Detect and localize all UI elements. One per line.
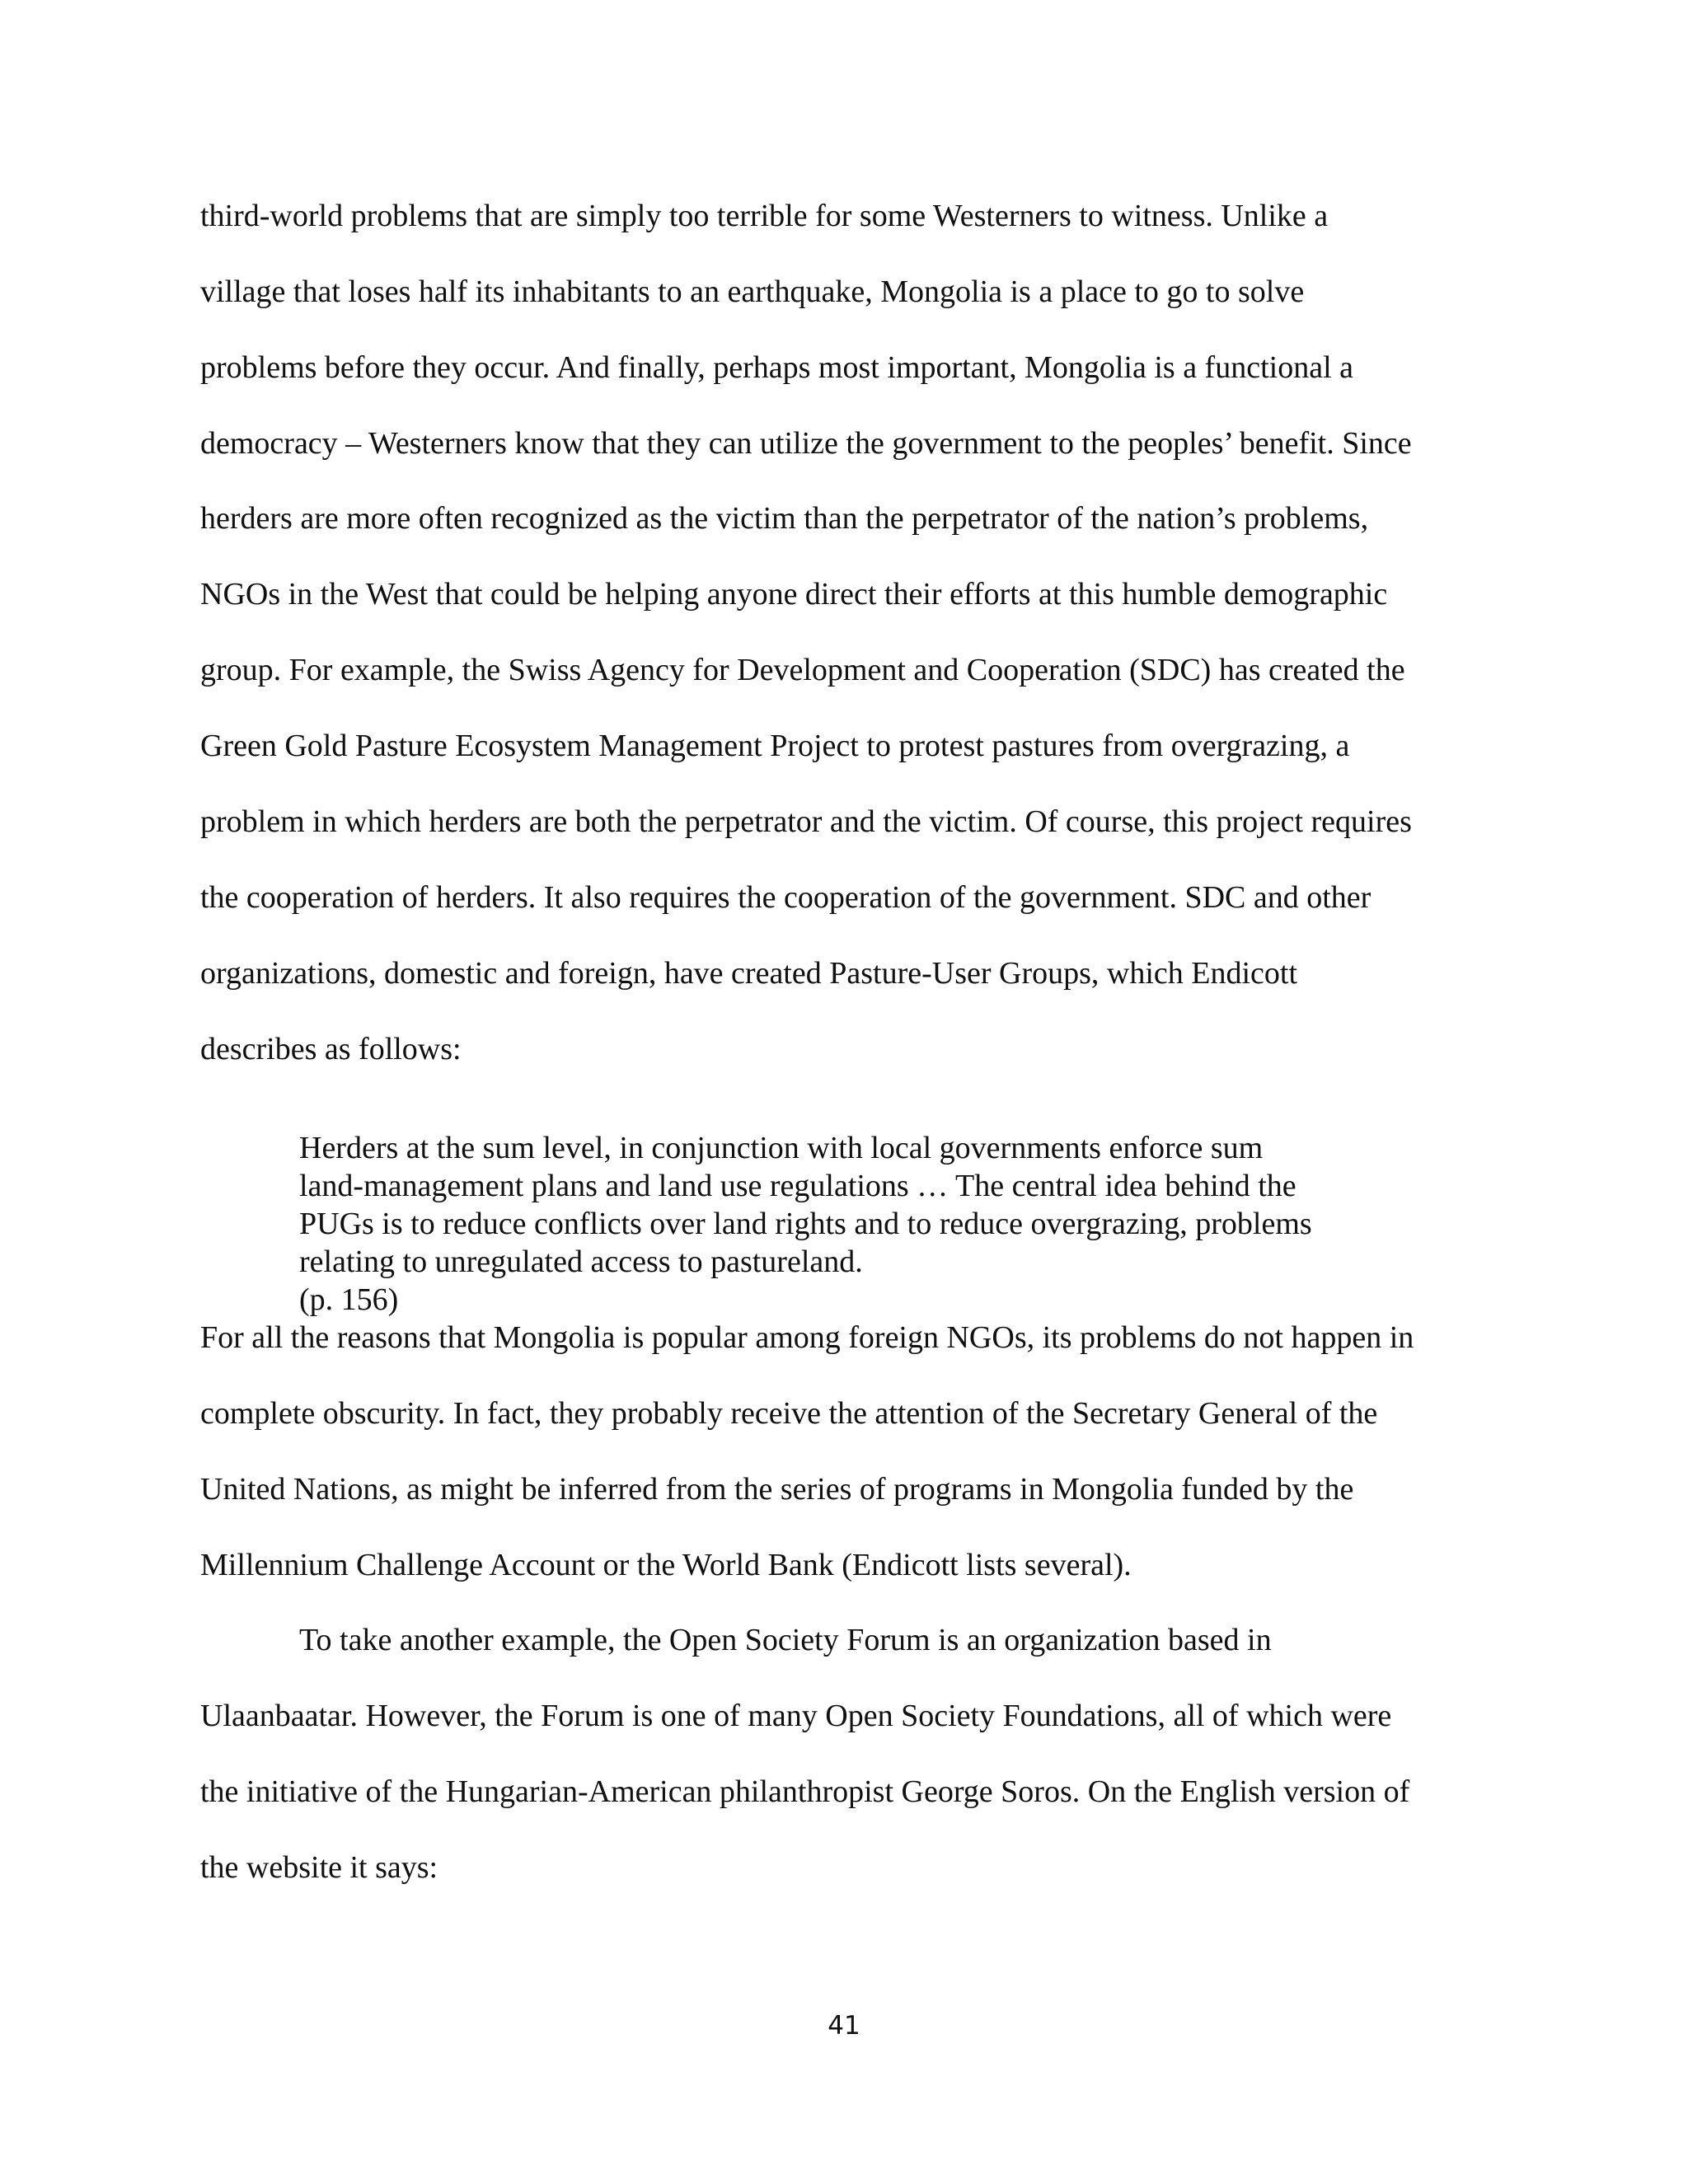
body-line: herders are more often recognized as the victim than the perpetrator of the nation’s problems,	[200, 501, 1369, 536]
body-line: problems before they occur. And finally, perhaps most important, Mongolia is a functional a	[200, 350, 1353, 385]
body-line: problem in which herders are both the perpetrator and the victim. Of course, this project requires	[200, 804, 1412, 839]
body-line: Green Gold Pasture Ecosystem Management Project to protest pastures from overgrazing, a	[200, 729, 1350, 763]
body-line: village that loses half its inhabitants to an earthquake, Mongolia is a place to go to solve	[200, 274, 1305, 309]
quote-line: land-management plans and land use regulations … The central idea behind the	[299, 1169, 1296, 1203]
body-line: For all the reasons that Mongolia is popular among foreign NGOs, its problems do not happen in	[200, 1320, 1414, 1355]
body-line: Millennium Challenge Account or the World Bank (Endicott lists several).	[200, 1548, 1132, 1582]
body-line: the website it says:	[200, 1850, 438, 1885]
body-line: group. For example, the Swiss Agency for Development and Cooperation (SDC) has created the	[200, 653, 1405, 687]
body-line: To take another example, the Open Society Forum is an organization based in	[299, 1623, 1272, 1657]
body-line: NGOs in the West that could be helping anyone direct their efforts at this humble demographic	[200, 577, 1388, 612]
quote-citation: (p. 156)	[299, 1282, 399, 1317]
body-line: United Nations, as might be inferred from the series of programs in Mongolia funded by the	[200, 1472, 1354, 1507]
body-line: the initiative of the Hungarian-American philanthropist George Soros. On the English version of	[200, 1774, 1410, 1809]
body-line: describes as follows:	[200, 1032, 462, 1066]
quote-line: Herders at the sum level, in conjunction with local governments enforce sum	[299, 1131, 1264, 1165]
body-line: the cooperation of herders. It also requires the cooperation of the government. SDC and other	[200, 880, 1372, 915]
body-line: complete obscurity. In fact, they probably receive the attention of the Secretary General of the	[200, 1396, 1378, 1431]
quote-line: relating to unregulated access to pastureland.	[299, 1244, 863, 1279]
body-line: organizations, domestic and foreign, have created Pasture-User Groups, which Endicott	[200, 956, 1298, 991]
body-line: Ulaanbaatar. However, the Forum is one of many Open Society Foundations, all of which were	[200, 1699, 1392, 1733]
body-line: democracy – Westerners know that they can utilize the government to the peoples’ benefit. Since	[200, 426, 1412, 461]
page-number: 41	[828, 2011, 860, 2041]
body-line: third-world problems that are simply too terrible for some Westerners to witness. Unlike a	[200, 199, 1329, 233]
quote-line: PUGs is to reduce conflicts over land rights and to reduce overgrazing, problems	[299, 1207, 1312, 1241]
